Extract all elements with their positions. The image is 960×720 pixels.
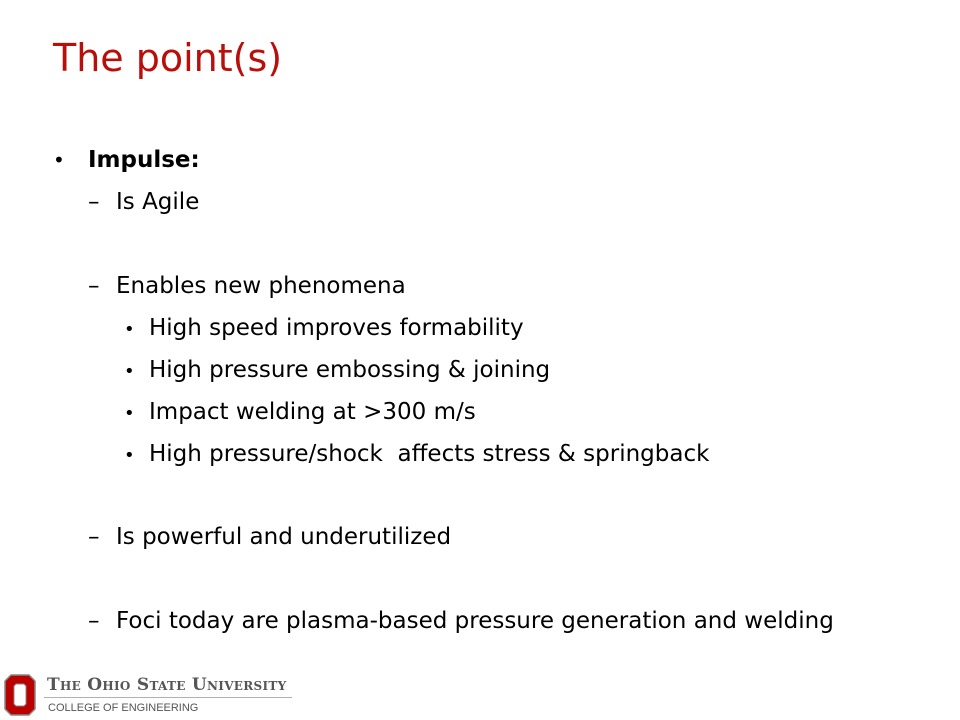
- bullet-glyph: •: [124, 361, 135, 382]
- bullet-glyph: •: [53, 148, 65, 172]
- bullet-text: Is Agile: [116, 189, 200, 215]
- college-name: COLLEGE OF ENGINEERING: [48, 702, 199, 714]
- bullet-item: [124, 397, 476, 429]
- bullet-glyph: •: [124, 319, 135, 340]
- block-o-logo-icon: [3, 673, 37, 717]
- bullet-item: [124, 439, 709, 471]
- bullet-glyph: •: [124, 445, 135, 466]
- bullet-item: [88, 271, 406, 301]
- dash-glyph: –: [88, 189, 100, 215]
- bullet-item: [124, 355, 550, 387]
- bullet-glyph: •: [124, 403, 135, 424]
- bullet-item: [124, 313, 524, 345]
- dash-glyph: –: [88, 524, 100, 550]
- bullet-item: [88, 187, 199, 217]
- slide-title: The point(s): [53, 36, 283, 80]
- bullet-item: [88, 522, 451, 552]
- bullet-text: High pressure/shock affects stress & springback: [149, 441, 710, 467]
- bullet-text: Foci today are plasma-based pressure generation and welding: [116, 608, 834, 634]
- bullet-text: High pressure embossing & joining: [149, 357, 551, 383]
- bullet-text: Is powerful and underutilized: [116, 524, 452, 550]
- bullet-text: Impulse:: [88, 147, 200, 173]
- bullet-text: High speed improves formability: [149, 315, 524, 341]
- bullet-text: Enables new phenomena: [116, 273, 406, 299]
- bullet-text: Impact welding at >300 m/s: [149, 399, 476, 425]
- dash-glyph: –: [88, 608, 100, 634]
- bullet-item: [88, 606, 834, 636]
- university-name: The Ohio State University: [47, 675, 287, 695]
- dash-glyph: –: [88, 273, 100, 299]
- footer-divider: [44, 697, 292, 698]
- bullet-item: [53, 145, 200, 175]
